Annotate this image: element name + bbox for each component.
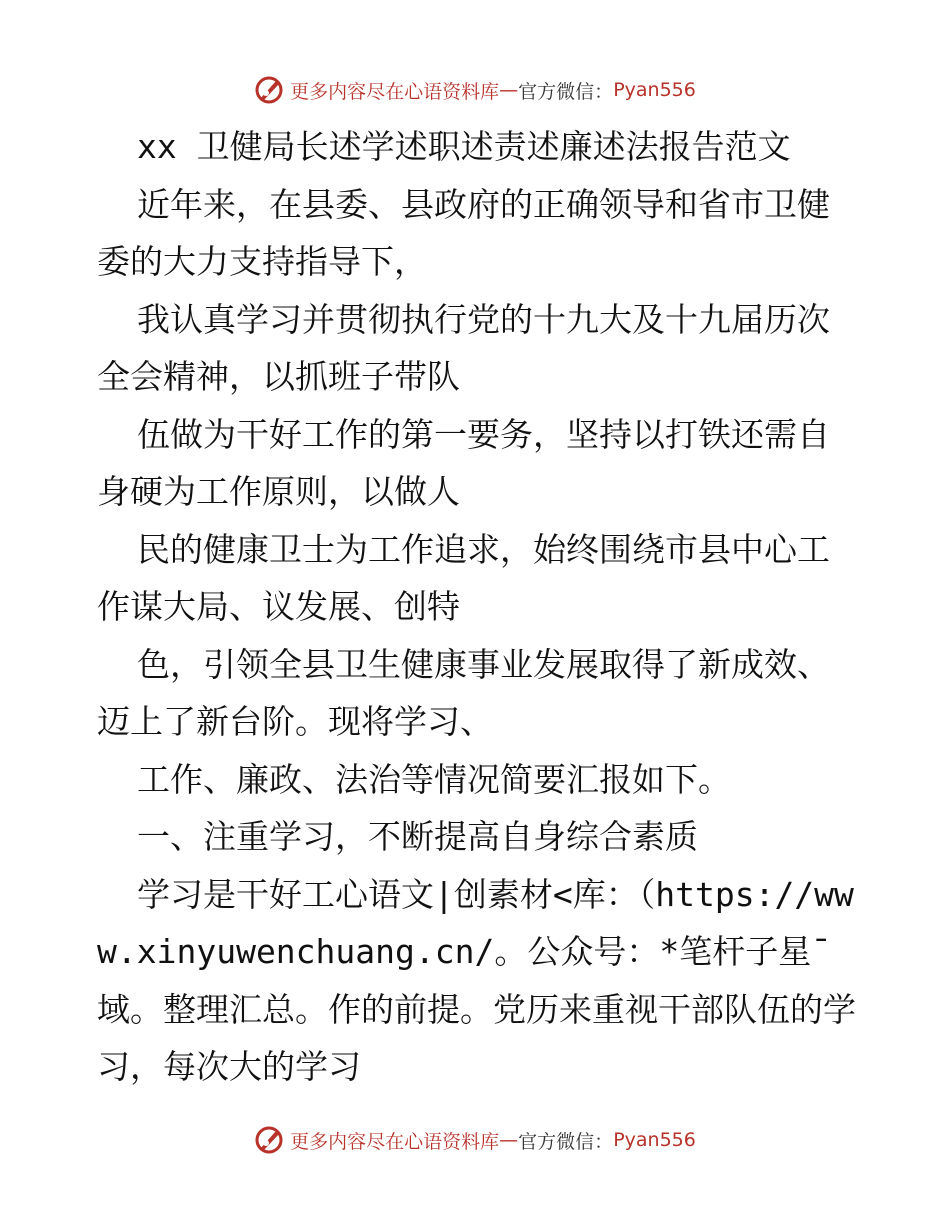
banner-wechat-id: Pyan556 xyxy=(613,1129,696,1151)
banner-official-label: 官方微信： xyxy=(518,1130,614,1153)
banner-separator: — xyxy=(499,1129,519,1151)
paragraph: 色，引领全县卫生健康事业发展取得了新成效、迈上了新台阶。现将学习、 xyxy=(97,644,830,741)
banner-official-label: 官方微信： xyxy=(518,80,614,103)
paragraph: 学习是干好工心语文|创素材<库：（https://www.xinyuwenchuang.cn/。公众号：*笔杆子星¯域。整理汇总。作的前提。党历来重视干部队伍的学习，每次大的学习 xyxy=(97,874,856,1086)
paragraph: 民的健康卫士为工作追求，始终围绕市县中心工作谋大局、议发展、创特 xyxy=(97,529,830,626)
banner-brand-text: 更多内容尽在心语资料库 xyxy=(290,1130,500,1153)
paragraph: 我认真学习并贯彻执行党的十九大及十九届历次全会精神，以抓班子带队 xyxy=(97,299,830,396)
paragraph: 近年来，在县委、县政府的正确领导和省市卫健委的大力支持指导下， xyxy=(97,184,830,281)
document-body xyxy=(97,118,857,1096)
banner-wechat-id: Pyan556 xyxy=(613,79,696,101)
paragraph: 工作、廉政、法治等情况简要汇报如下。 xyxy=(137,759,731,799)
paragraph: 伍做为干好工作的第一要务，坚持以打铁还需自身硬为工作原则，以做人 xyxy=(97,414,830,511)
footer-banner xyxy=(0,1120,950,1160)
section-heading: 一、注重学习，不断提高自身综合素质 xyxy=(137,817,698,856)
banner-brand-text: 更多内容尽在心语资料库 xyxy=(290,80,500,103)
quill-seal-icon xyxy=(254,1125,284,1155)
document-title: xx 卫健局长述学述职述责述廉述法报告范文 xyxy=(137,127,791,166)
header-banner xyxy=(0,70,950,110)
quill-seal-icon xyxy=(254,75,284,105)
banner-separator: — xyxy=(499,79,519,101)
